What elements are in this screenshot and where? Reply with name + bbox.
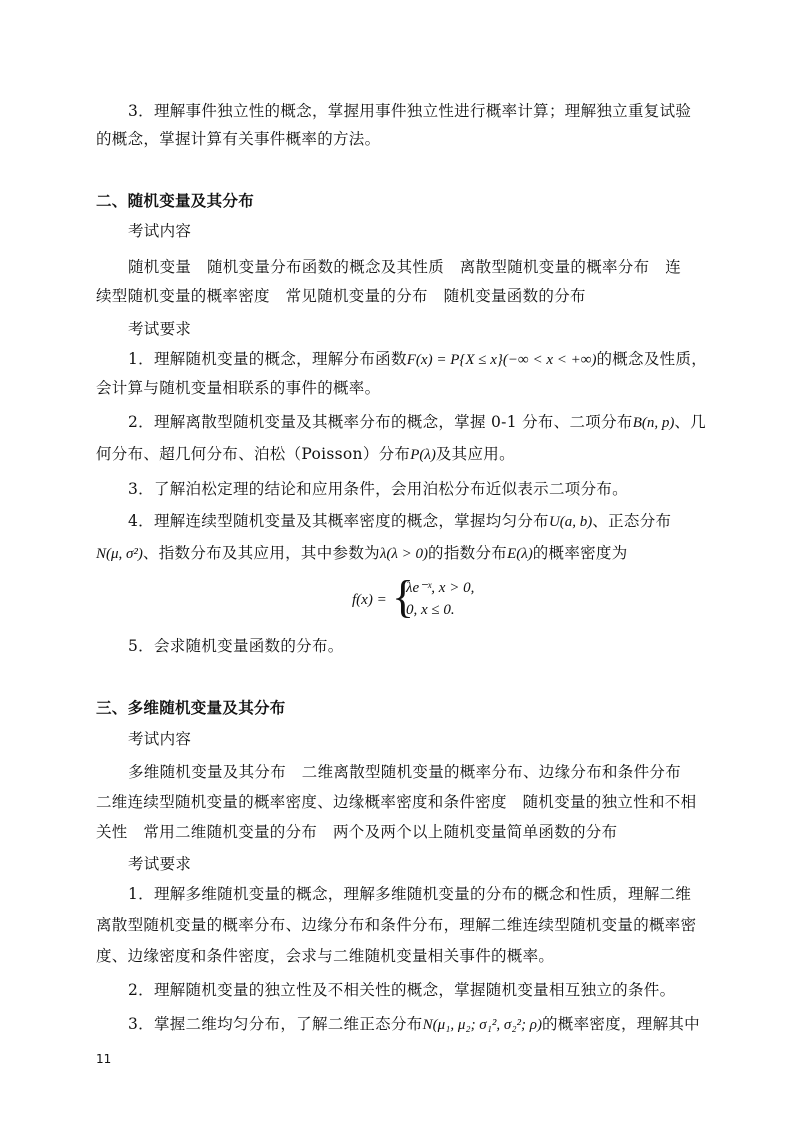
text-line: 2．理解离散型随机变量及其概率分布的概念，掌握 0-1 分布、二项分布B(n, p)、几 — [128, 413, 706, 431]
text-line: 的概念，掌握计算有关事件概率的方法。 — [96, 130, 381, 148]
math-expression: N(μ₁, μ₂; σ₁², σ₂²; ρ) — [422, 1017, 542, 1033]
text-line: 续型随机变量的概率密度 常见随机变量的分布 随机变量函数的分布 — [96, 287, 586, 305]
text-line: 随机变量 随机变量分布函数的概念及其性质 离散型随机变量的概率分布 连 — [128, 258, 682, 276]
text-line: 3．了解泊松定理的结论和应用条件，会用泊松分布近似表示二项分布。 — [128, 480, 628, 498]
section-heading: 三、多维随机变量及其分布 — [96, 699, 286, 717]
text-line: 2．理解随机变量的独立性及不相关性的概念，掌握随机变量相互独立的条件。 — [128, 981, 676, 999]
text-line: 1．理解随机变量的概念，理解分布函数F(x) = P{X ≤ x}(−∞ < x < +∞)的概念及性质， — [128, 350, 708, 368]
text-line: 会计算与随机变量相联系的事件的概率。 — [96, 379, 381, 397]
text-line: N(μ, σ²)、指数分布及其应用，其中参数为λ(λ > 0)的指数分布E(λ)的概率密度为 — [96, 544, 628, 562]
text-line: 多维随机变量及其分布 二维离散型随机变量的概率分布、边缘分布和条件分布 — [128, 763, 682, 781]
text-line: 何分布、超几何分布、泊松（Poisson）分布P(λ)及其应用。 — [96, 445, 515, 463]
math-expression: P(λ) — [410, 447, 436, 463]
text-line: 离散型随机变量的概率分布、边缘分布和条件分布，理解二维连续型随机变量的概率密 — [96, 916, 697, 934]
math-expression: N(μ, σ²) — [96, 546, 143, 562]
text-line: 关性 常用二维随机变量的分布 两个及两个以上随机变量简单函数的分布 — [96, 823, 618, 841]
formula-lhs: f(x) = — [352, 592, 387, 608]
section-heading: 二、随机变量及其分布 — [96, 192, 255, 210]
math-expression: λ(λ > 0) — [379, 546, 429, 562]
page-number: 11 — [96, 1052, 112, 1066]
text-line: 1．理解多维随机变量的概念，理解多维随机变量的分布的概念和性质，理解二维 — [128, 885, 692, 903]
math-expression: F(x) = P{X ≤ x}(−∞ < x < +∞) — [406, 352, 597, 368]
text-line: 度、边缘密度和条件密度，会求与二维随机变量相关事件的概率。 — [96, 947, 555, 965]
text-line: 考试要求 — [128, 855, 192, 873]
formula-case-1: λe⁻ˣ, x > 0, — [406, 580, 475, 596]
math-expression: U(a, b) — [548, 514, 593, 530]
text-line: 3．理解事件独立性的概念，掌握用事件独立性进行概率计算；理解独立重复试验 — [128, 102, 692, 120]
text-line: 考试要求 — [128, 320, 192, 338]
formula-case-2: 0, x ≤ 0. — [406, 602, 455, 618]
text-line: 考试内容 — [128, 730, 192, 748]
math-expression: E(λ) — [507, 546, 533, 562]
text-line: 3．掌握二维均匀分布，了解二维正态分布N(μ₁, μ₂; σ₁², σ₂²; ρ)的概率密度，理解其中 — [128, 1015, 700, 1033]
math-expression: B(n, p) — [632, 415, 675, 431]
text-line: 考试内容 — [128, 222, 192, 240]
formula-brace: { — [392, 571, 415, 622]
text-line: 4．理解连续型随机变量及其概率密度的概念，掌握均匀分布U(a, b)、正态分布 — [128, 512, 672, 530]
text-line: 二维连续型随机变量的概率密度、边缘概率密度和条件密度 随机变量的独立性和不相 — [96, 793, 697, 811]
text-line: 5．会求随机变量函数的分布。 — [128, 637, 344, 655]
